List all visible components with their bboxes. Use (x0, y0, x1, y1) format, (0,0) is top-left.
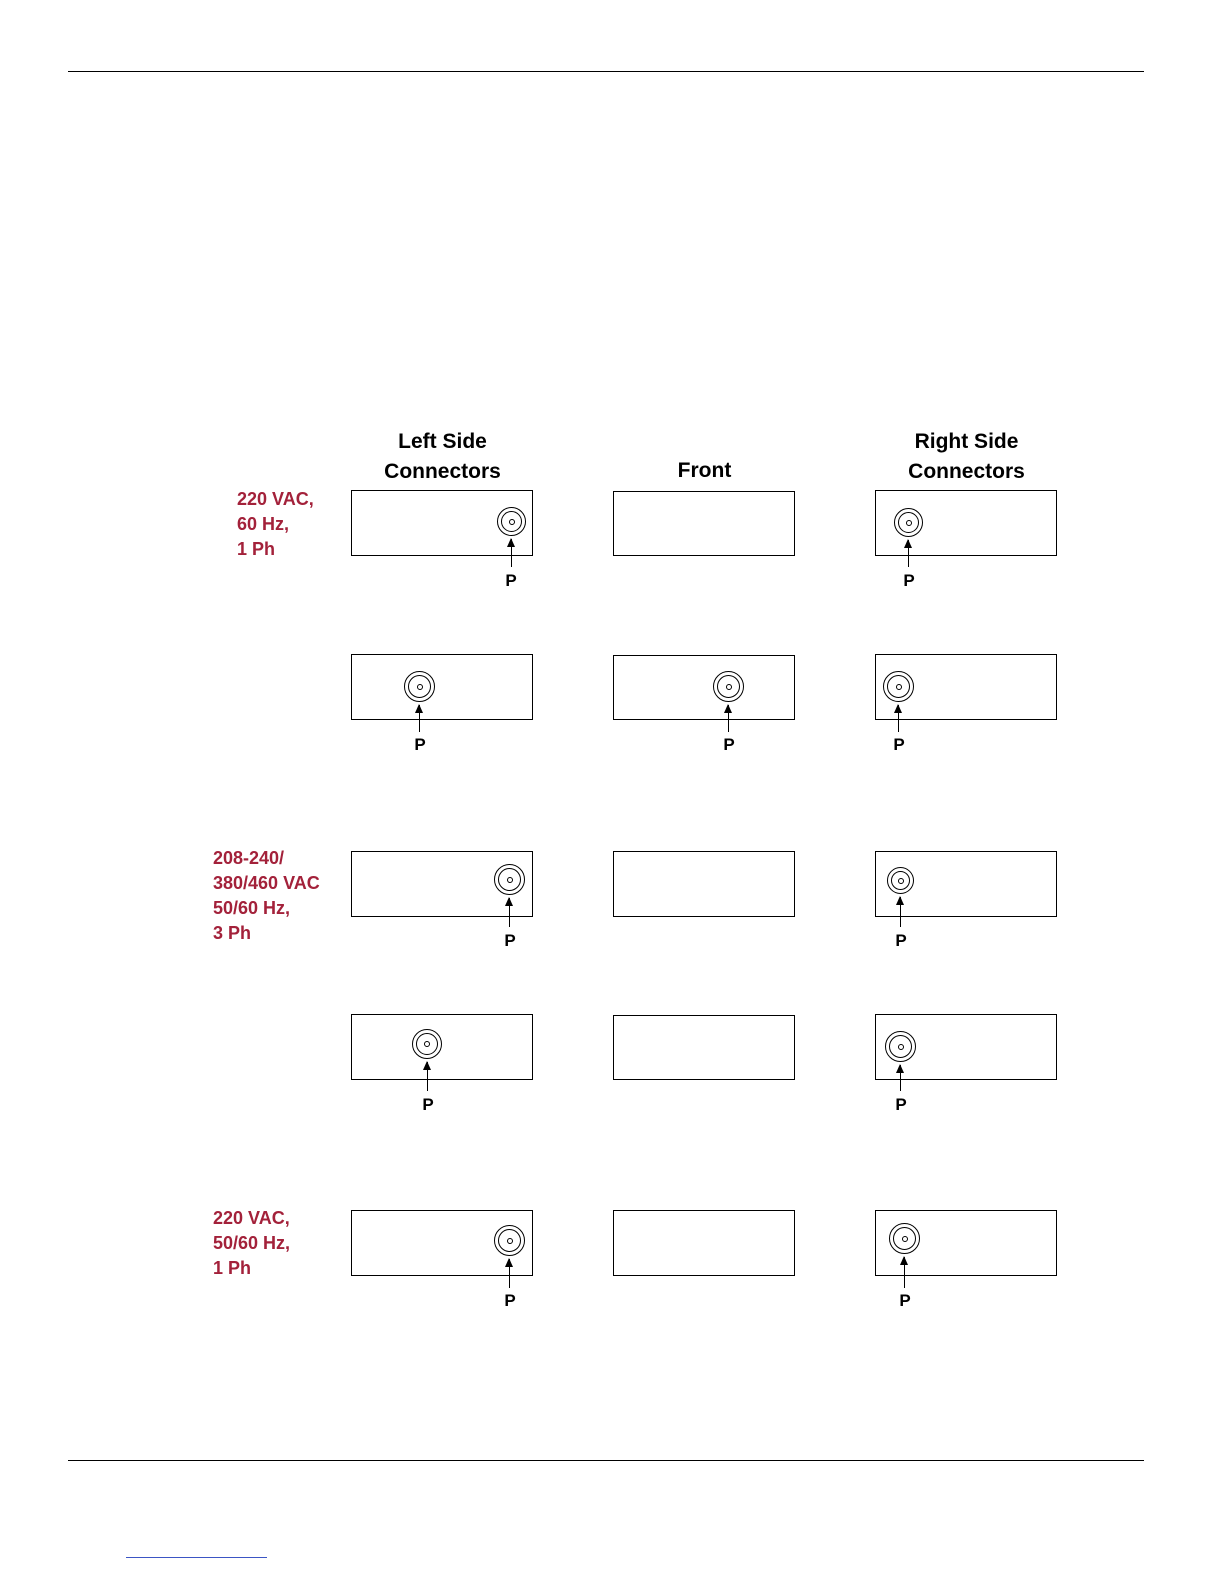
panel-front-row2 (613, 655, 795, 720)
arrow-icon (509, 898, 510, 927)
power-connector-icon (494, 864, 525, 895)
connector-p-label: P (895, 1095, 907, 1114)
footer-rule (68, 1460, 1144, 1461)
power-connector-icon (412, 1029, 442, 1059)
group-label-220vac-60hz: 220 VAC, 60 Hz, 1 Ph (237, 489, 314, 559)
arrow-icon (419, 705, 420, 732)
footer-link-underline[interactable] (126, 1557, 267, 1558)
arrow-icon (900, 1065, 901, 1091)
header-rule (68, 71, 1144, 72)
power-connector-icon (883, 671, 914, 702)
arrow-icon (509, 1259, 510, 1288)
power-connector-icon (885, 1031, 916, 1062)
panel-front-row5 (613, 1210, 795, 1276)
power-connector-icon (887, 867, 914, 894)
right-side-connectors-header: Right Side Connectors (908, 430, 1025, 483)
connector-p-label: P (899, 1291, 911, 1310)
connector-p-label: P (414, 735, 426, 754)
front-header: Front (677, 459, 732, 482)
arrow-icon (908, 540, 909, 567)
power-connector-icon (497, 507, 526, 536)
panel-front-row1 (613, 491, 795, 556)
arrow-icon (904, 1257, 905, 1288)
group-label-220vac-50-60hz: 220 VAC, 50/60 Hz, 1 Ph (213, 1208, 291, 1278)
power-connector-icon (889, 1223, 920, 1254)
connector-p-label: P (903, 571, 915, 590)
panel-left-row2 (351, 654, 533, 720)
connector-p-label: P (893, 735, 905, 754)
panel-front-row3 (613, 851, 795, 917)
arrow-icon (900, 897, 901, 927)
arrow-icon (427, 1062, 428, 1091)
connector-p-label: P (895, 931, 907, 950)
panel-left-row4 (351, 1014, 533, 1080)
arrow-icon (511, 539, 512, 567)
left-side-connectors-header: Left Side Connectors (384, 430, 501, 483)
panel-front-row4 (613, 1015, 795, 1080)
power-connector-icon (894, 508, 923, 537)
connector-p-label: P (504, 931, 516, 950)
power-connector-icon (404, 671, 435, 702)
connector-p-label: P (723, 735, 735, 754)
arrow-icon (898, 705, 899, 732)
power-connector-icon (494, 1225, 525, 1256)
group-label-208-240-3ph: 208-240/ 380/460 VAC 50/60 Hz, 3 Ph (213, 848, 320, 943)
power-connector-icon (713, 671, 744, 702)
connector-p-label: P (422, 1095, 434, 1114)
connector-p-label: P (504, 1291, 516, 1310)
connector-p-label: P (505, 571, 517, 590)
arrow-icon (728, 705, 729, 732)
